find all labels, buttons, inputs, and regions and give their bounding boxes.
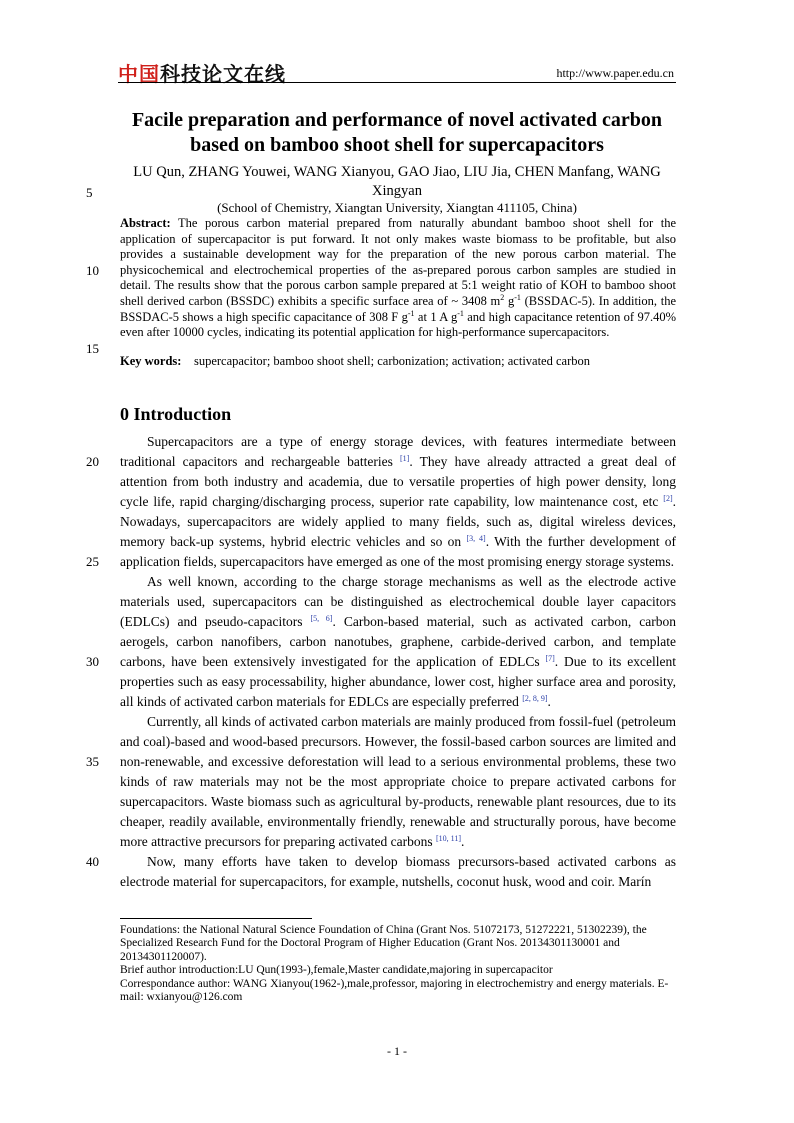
line-number: 10 [86,263,99,278]
line-number: 35 [86,754,99,769]
text: . Due to its excellent properties such as easy processability, higher abundance, lower cost, higher surface area and porosity, all kinds of activated carbon materials for EDLCs are especially preferred [120,654,677,709]
paragraph [120,432,676,572]
paragraph [120,852,676,892]
footnotes [120,924,676,1004]
logo-red-text: 中国 [118,62,160,86]
abstract-label: Abstract: [120,216,171,230]
abstract [120,216,676,341]
citation-link[interactable]: [7] [545,654,555,663]
keywords-label: Key words: [120,354,182,368]
line-number: 30 [86,654,99,669]
citation-link[interactable]: [3, 4] [466,534,486,543]
keywords [120,354,676,369]
citation-link[interactable]: [2] [663,494,673,503]
page-number: - 1 - [387,1044,407,1058]
text: Currently, all kinds of activated carbon materials are mainly produced from fossil-fuel (petroleum and coal)-based and wood-based precursors. However, the fossil-based carbon sources are limited and non-renewable, and excessive deforestation will lead to a serious environmental problems, these two kinds of raw materials may not be the most appropriate choice to prepare activated carbons for supercapacitors. Waste biomass such as agricultural by-products, renewable plant resources, due to its cheaper, readily available, environmentally friendly, renewable and structurally porous, have become more attractive precursors for preparing activated carbons [120,714,676,849]
superscript: -1 [407,308,415,318]
footnote-correspondence: Correspondance author: WANG Xianyou(1962-),male,professor, majoring in electrochemistry and energy materials. E-mail: wxianyou@126.com [120,977,669,1004]
citation-link[interactable]: [2, 8, 9] [522,694,548,703]
abstract-text: (BSSDAC-5). In addition, the BSSDAC-5 shows a high specific capacitance of 308 F g [120,293,676,324]
paragraph [120,572,676,712]
text: Now, many efforts have taken to develop biomass precursors-based activated carbons as electrode material for supercapacitors, for example, nutshells, coconut husk, wood and coir. Marín [120,854,676,889]
paper-title: Facile preparation and performance of novel activated carbon based on bamboo shoot shell for supercapacitors [131,109,663,156]
citation-link[interactable]: [10, 11] [435,834,462,843]
superscript: 2 [500,292,505,302]
line-number: 25 [86,554,99,569]
abstract-text: at 1 A g [414,309,458,324]
text: . They have already attracted a great deal of attention from both industry and academia, due to versatile properties of high power density, long cycle life, rapid charging/discharging process, superior rate capability, low maintenance cost, etc [120,454,677,509]
text: Supercapacitors are a type of energy storage devices, with features intermediate between traditional capacitors and rechargeable batteries [120,434,676,469]
footnote-rule [120,918,312,919]
text: As well known, according to the charge storage mechanisms as well as the electrode active materials used, supercapacitors can be distinguished as electrochemical double layer capacitors (EDLCs) and pseudo-capacitors [120,574,676,629]
abstract-text: and high capacitance retention of 97.40% even after 10000 cycles, indicating its potential application for high-performance supercapacitors. [120,309,677,340]
paragraph [120,712,676,852]
site-url: http://www.paper.edu.cn [556,66,674,80]
text: . Nowadays, supercapacitors are widely applied to many fields, such as, digital wireless devices, memory back-up systems, hybrid electric vehicles and so on [120,494,676,549]
header-rule [118,82,676,83]
superscript: -1 [457,308,464,318]
abstract-text: g [504,293,515,308]
superscript: -1 [514,292,521,302]
section-heading-introduction: 0 Introduction [120,404,232,424]
abstract-text: The porous carbon material prepared from naturally abundant bamboo shoot shell for the application of supercapacitor is put forward. It not only makes waste biomass to be profitable, but also provides a sustainable development way for the preparation of the new porous carbon material. The physicochemical and electrochemical properties of the as-prepared porous carbon samples are studied in detail. The results show that the porous carbon sample prepared at 5:1 weight ratio of KOH to bamboo shoot shell derived carbon (BSSDC) exhibits a specific surface area of ~ 3408 m [120,216,676,308]
logo-text: 科技论文在线 [160,62,286,86]
citation-link[interactable]: [5, 6] [310,614,333,623]
text: . Carbon-based material, such as activated carbon, carbon aerogels, carbon nanofibers, carbon nanotubes, graphene, carbide-derived carbon, and template carbons, have been extensively investigated for the application of EDLCs [120,614,676,669]
affiliation: (School of Chemistry, Xiangtan University, Xiangtan 411105, China) [217,200,577,215]
footnote-author-intro: Brief author introduction:LU Qun(1993-),female,Master candidate,majoring in supercapacitor [120,964,553,977]
keywords-text: supercapacitor; bamboo shoot shell; carbonization; activation; activated carbon [193,354,590,368]
line-number: 5 [86,185,93,200]
text: . [547,694,551,709]
line-number: 40 [86,854,99,869]
line-number: 20 [86,454,99,469]
line-number: 15 [86,341,99,356]
introduction-body [120,432,676,892]
citation-link[interactable]: [1] [400,454,410,463]
footnote-foundations: Foundations: the National Natural Science Foundation of China (Grant Nos. 51072173, 51272221, 51302239), the Specialized Research Fund for the Doctoral Program of Higher Education (Grant Nos. 20134301130001 and 20134301120007). [120,924,647,963]
author-list: LU Qun, ZHANG Youwei, WANG Xianyou, GAO Jiao, LIU Jia, CHEN Manfang, WANG Xingyan [133,164,661,199]
text: . [461,834,465,849]
text: . With the further development of application fields, supercapacitors have emerged as one of the most promising energy storage systems. [120,534,677,569]
